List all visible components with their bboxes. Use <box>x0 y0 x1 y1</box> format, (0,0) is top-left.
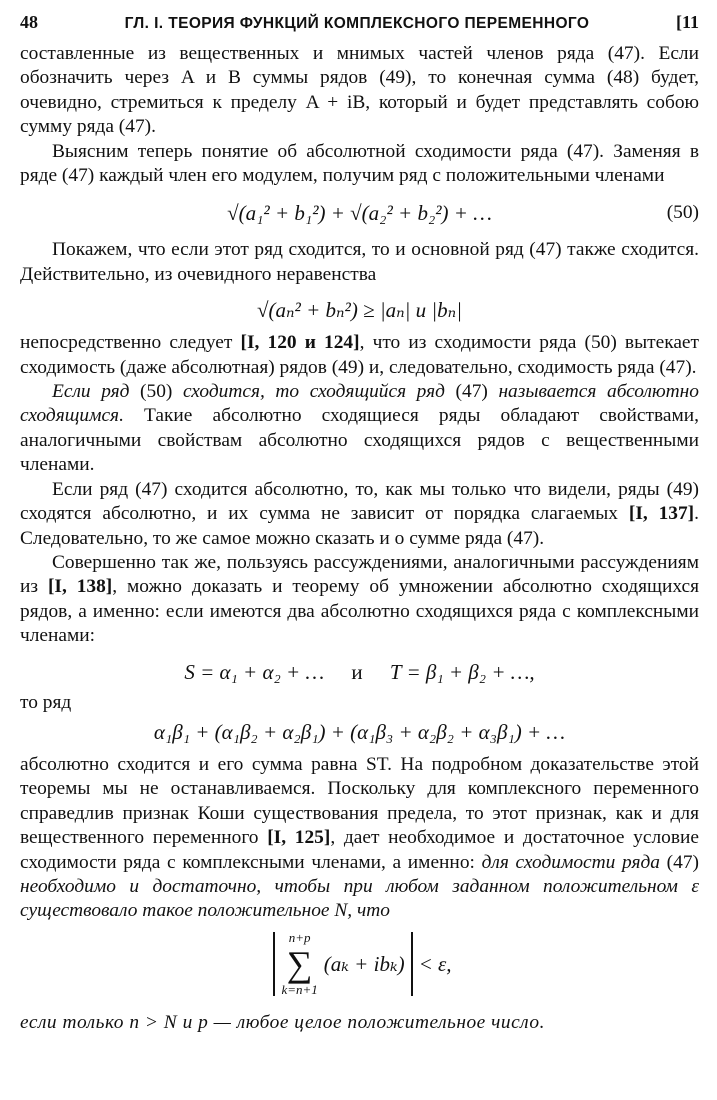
p5-normal-2: (47) <box>444 381 499 403</box>
section-number: [11 <box>675 12 699 32</box>
p5-rest: Такие абсолютно сходящиеся ряды обладают свойствами, аналогичными свойствам абсолютно сходящихся рядов с вещественными членами. <box>20 405 699 476</box>
paragraph-9 <box>20 753 699 924</box>
sum-lower-limit: k=n+1 <box>281 981 318 997</box>
sum-upper-limit: n+p <box>288 929 311 945</box>
p9-italic-2: необходимо и достаточно, чтобы при любом заданном положительном ε существовало такое положительное N, что <box>20 875 699 922</box>
page-number: 48 <box>20 12 38 32</box>
p7-reference: [I, 138] <box>47 576 113 598</box>
paragraph-1: составленные из вещественных и мнимых частей членов ряда (47). Если обозначить через A и B суммы рядов (49), то конечная сумма (48) будет, очевидно, стремиться к пределу A + iB, который и будет представлять собою сумму ряда (47). <box>20 43 699 138</box>
p5-italic-2: сходится, то сходящийся ряд <box>182 381 445 403</box>
sigma-operator <box>281 930 317 998</box>
paragraph-5-definition <box>20 380 699 478</box>
p9-normal: (47) <box>660 851 699 873</box>
p9-italic-1: для сходимости ряда <box>481 851 660 873</box>
p9-reference: [I, 125] <box>267 827 331 849</box>
chapter-title: ГЛ. I. ТЕОРИЯ ФУНКЦИЙ КОМПЛЕКСНОГО ПЕРЕМЕННОГО <box>124 15 590 32</box>
p6-reference: [I, 137] <box>628 503 695 525</box>
formula-50 <box>20 198 699 228</box>
sigma-icon: ∑ <box>286 943 313 984</box>
cauchy-sum-block <box>267 930 451 998</box>
p6-text-a: Если ряд (47) сходится абсолютно, то, как мы только что видели, ряды (49) сходятся абсолютно, и их сумма не зависит от порядка слагаемых <box>20 478 699 525</box>
running-header <box>20 10 699 36</box>
conjunction-and: и <box>351 659 363 684</box>
sum-term: (aₖ + ibₖ) <box>323 951 405 976</box>
p4-text-a: непосредственно следует <box>20 332 241 354</box>
p4-reference: [I, 120 и 124] <box>240 332 360 354</box>
cauchy-sum-formula <box>20 930 699 1003</box>
p9-text-b: , дает необходимое и достаточное условие сходимости ряда с комплексными членами, а именно: <box>20 827 699 873</box>
paragraph-8: то ряд <box>20 691 72 713</box>
inequality-formula <box>20 295 699 325</box>
product-series-expression: α₁β₁ + (α₁β₂ + α₂β₁) + (α₁β₃ + α₂β₂ + α₃β₁) + … <box>153 719 566 744</box>
formula-50-expression: √(a₁² + b₁²) + √(a₂² + b₂²) + … <box>227 201 492 226</box>
paragraph-2: Выясним теперь понятие об абсолютной сходимости ряда (47). Заменяя в ряде (47) каждый член его модулем, получим ряд с положительными членами <box>20 140 699 187</box>
abs-bar-right <box>411 932 413 996</box>
paragraph-4 <box>20 331 699 380</box>
equation-number-50: (50) <box>666 202 699 224</box>
abs-bar-left <box>273 932 275 996</box>
paragraph-3: Покажем, что если этот ряд сходится, то и основной ряд (47) также сходится. Действительно, из очевидного неравенства <box>20 239 699 285</box>
series-T: T = β₁ + β₂ + …, <box>389 659 535 684</box>
p5-italic-1: Если ряд <box>52 381 130 403</box>
p5-normal-1: (50) <box>129 381 183 403</box>
inequality-expression: √(aₙ² + bₙ²) ≥ |aₙ| и |bₙ| <box>257 298 462 323</box>
p6-text-b: . Следовательно, то же самое можно сказать и о сумме ряда (47). <box>20 503 699 549</box>
paragraph-10: если только n > N и p — любое целое положительное число. <box>20 1012 545 1034</box>
paragraph-7 <box>20 551 699 649</box>
p4-text-b: , что из сходимости ряда (50) вытекает сходимость (даже абсолютная) рядов (49) и, следовательно, сходимость ряда (47). <box>20 332 700 378</box>
p7-text-a: Совершенно так же, пользуясь рассуждениями, аналогичными рассуждениям из <box>20 551 699 598</box>
formula-series-S-T <box>20 657 699 687</box>
p7-text-b: , можно доказать и теорему об умножении абсолютно сходящихся рядов, а именно: если имеются два абсолютно сходящихся ряда с комплексными членами: <box>20 576 700 647</box>
sum-relation: < ε, <box>418 951 452 976</box>
paragraph-6 <box>20 478 699 551</box>
p9-text-a: абсолютно сходится и его сумма равна ST. На подробном доказательстве этой теоремы мы не останавливаемся. Поскольку для комплексного переменного справедлив признак Коши существования предела, то этот признак, как и для вещественного переменного <box>20 753 699 849</box>
series-S: S = α₁ + α₂ + … <box>184 659 325 684</box>
formula-product-series <box>20 717 699 747</box>
p5-italic-3: называется абсолютно сходящимся. <box>20 381 699 427</box>
